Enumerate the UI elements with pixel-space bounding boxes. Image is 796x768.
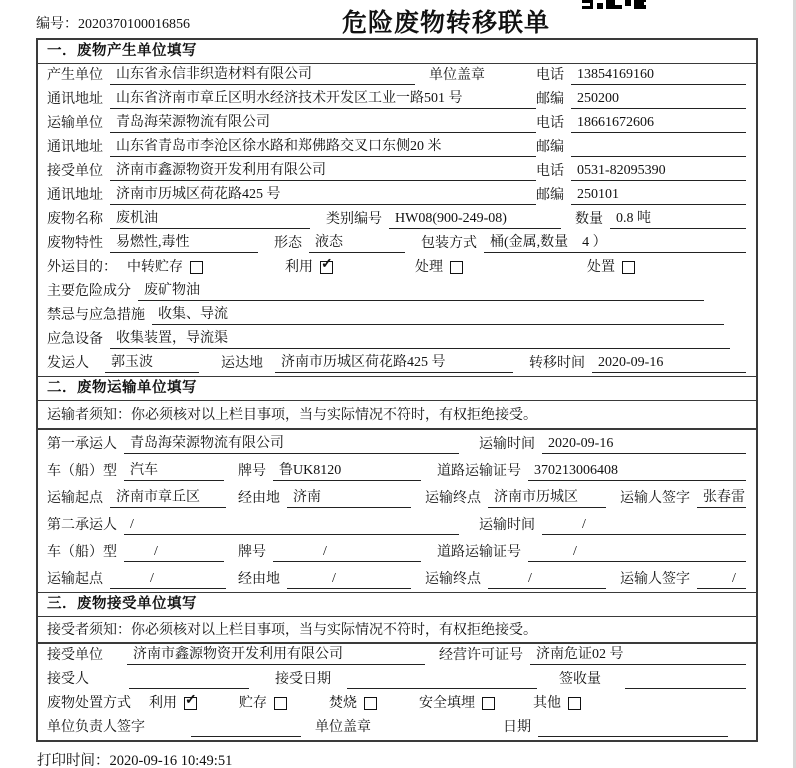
use-label: 利用 — [149, 696, 177, 711]
waste-name-field: 废机油 — [110, 207, 310, 229]
use-checkbox[interactable] — [184, 697, 197, 710]
producer-label: 产生单位 — [47, 68, 103, 83]
origin1-field: 济南市章丘区 — [110, 486, 226, 508]
plate2-label: 牌号 — [238, 545, 266, 560]
producer-field: 山东省永信非织造材料有限公司 — [110, 63, 415, 85]
page-title: 危险废物转移联单 — [341, 10, 550, 37]
row-emergency-equipment — [38, 328, 756, 352]
row-waste-character — [38, 232, 756, 256]
document-number-value: 2020370100016856 — [78, 17, 190, 32]
section2-title: 二．废物运输单位填写 — [38, 376, 756, 401]
phone-label: 电话 — [536, 68, 564, 83]
via2-label: 经由地 — [238, 572, 280, 587]
vehicle2-label: 车（船）型 — [47, 545, 117, 560]
responsible-label: 单位负责人签字 — [47, 720, 145, 735]
row-taboo — [38, 304, 756, 328]
carrier1-field: 青岛海荣源物流有限公司 — [124, 432, 459, 454]
carrier2-label: 第二承运人 — [47, 518, 117, 533]
store-label: 贮存 — [239, 696, 267, 711]
address-label: 通讯地址 — [47, 92, 103, 107]
checkbox-group-use — [149, 692, 197, 713]
quantity-label: 数量 — [575, 212, 603, 227]
transporter-phone-field: 18661672606 — [571, 115, 746, 133]
row-purpose — [38, 256, 756, 280]
row-acceptor — [38, 668, 756, 692]
end1-label: 运输终点 — [425, 491, 481, 506]
row-transporter — [38, 112, 756, 136]
roadcert2-label: 道路运输证号 — [437, 545, 521, 560]
checkbox-group-transfer-storage — [127, 256, 203, 277]
row-producer-address — [38, 88, 756, 112]
destination-label: 运达地 — [221, 356, 263, 371]
row-shipper — [38, 352, 756, 376]
row-responsible — [38, 716, 756, 740]
hazard-label: 主要危险成分 — [47, 284, 131, 299]
section-transporter — [38, 376, 756, 592]
checkbox-group-other — [533, 692, 581, 713]
row-carrier2 — [38, 511, 756, 538]
store-checkbox[interactable] — [274, 697, 287, 710]
receiver-phone-field: 0531-82095390 — [571, 163, 746, 181]
print-time — [37, 749, 796, 768]
receiver-notice: 接受者须知：你必须核对以上栏目事项，当与实际情况不符时，有权拒绝接受。 — [38, 617, 756, 644]
row-carrier1 — [38, 430, 756, 457]
end2-label: 运输终点 — [425, 572, 481, 587]
plate2-field: / — [273, 544, 421, 562]
transfer-time-label: 转移时间 — [529, 356, 585, 371]
transporter-field: 青岛海荣源物流有限公司 — [110, 111, 536, 133]
origin1-label: 运输起点 — [47, 491, 103, 506]
character-field: 易燃性,毒性 — [110, 231, 258, 253]
unit-seal-label: 单位盖章 — [315, 720, 371, 735]
transporter-address-field: 山东省青岛市李沧区徐水路和郑佛路交叉口东侧20 米 — [110, 135, 536, 157]
treat-checkbox[interactable] — [450, 261, 463, 274]
purpose-label: 外运目的： — [47, 260, 117, 275]
row-vehicle2 — [38, 538, 756, 565]
producer-address-field: 山东省济南市章丘区明水经济技术开发区工业一路501 号 — [110, 87, 536, 109]
checkbox-group-treat — [415, 256, 463, 277]
origin2-field: / — [110, 571, 226, 589]
row-receiver-address — [38, 184, 756, 208]
address-label: 通讯地址 — [47, 188, 103, 203]
signed-qty-field — [625, 687, 746, 689]
transporter-zip-field — [571, 155, 746, 157]
utilize-label: 利用 — [285, 260, 313, 275]
category-label: 类别编号 — [326, 212, 382, 227]
transport-time1-field: 2020-09-16 — [542, 436, 746, 454]
sign1-field: 张春雷 — [697, 486, 746, 508]
row-disposal — [38, 692, 756, 716]
utilize-checkbox[interactable] — [320, 261, 333, 274]
transport-time2-field: / — [542, 517, 746, 535]
checkbox-group-dispose — [587, 256, 635, 277]
incinerate-checkbox[interactable] — [364, 697, 377, 710]
document-header — [0, 0, 796, 38]
section1-title: 一．废物产生单位填写 — [38, 40, 756, 64]
row-accept-unit — [38, 644, 756, 668]
dispose-checkbox[interactable] — [622, 261, 635, 274]
shipper-label: 发运人 — [47, 356, 89, 371]
plate1-label: 牌号 — [238, 464, 266, 479]
transport-time1-label: 运输时间 — [479, 437, 535, 452]
sign2-label: 运输人签字 — [620, 572, 690, 587]
transporter-label: 运输单位 — [47, 116, 103, 131]
acceptor-field — [129, 687, 249, 689]
zip-label: 邮编 — [536, 140, 564, 155]
row-route2 — [38, 565, 756, 592]
category-field: HW08(900-249-08) — [389, 211, 561, 229]
waste-name-label: 废物名称 — [47, 212, 103, 227]
quantity-field: 0.8 吨 — [610, 207, 746, 229]
checkbox-group-utilize — [285, 256, 333, 277]
roadcert1-field: 370213006408 — [528, 463, 746, 481]
landfill-checkbox[interactable] — [482, 697, 495, 710]
equipment-label: 应急设备 — [47, 332, 103, 347]
receiver-field: 济南市鑫源物资开发利用有限公司 — [110, 159, 536, 181]
shipper-field: 郭玉波 — [105, 351, 199, 373]
checkbox-group-store — [239, 692, 287, 713]
signed-qty-label: 签收量 — [559, 672, 601, 687]
license-label: 经营许可证号 — [439, 648, 523, 663]
checkbox-group-landfill — [419, 692, 495, 713]
phone-label: 电话 — [536, 116, 564, 131]
landfill-label: 安全填埋 — [419, 696, 475, 711]
roadcert1-label: 道路运输证号 — [437, 464, 521, 479]
via2-field: / — [287, 571, 411, 589]
vehicle2-field: / — [124, 544, 224, 562]
accept-unit-label: 接受单位 — [47, 648, 103, 663]
hazard-field: 废矿物油 — [138, 279, 704, 301]
transporter-notice: 运输者须知：你必须核对以上栏目事项，当与实际情况不符时，有权拒绝接受。 — [38, 401, 756, 430]
taboo-field: 收集、导流 — [152, 303, 724, 325]
transfer-time-field: 2020-09-16 — [592, 355, 746, 373]
acceptor-label: 接受人 — [47, 672, 89, 687]
end2-field: / — [488, 571, 606, 589]
row-producer — [38, 64, 756, 88]
section-receiver — [38, 592, 756, 740]
packing-field: 桶(金属,数量 4 ） — [484, 231, 746, 253]
accept-date-field — [347, 687, 537, 689]
print-time-label: 打印时间： — [37, 753, 110, 768]
packing-label: 包装方式 — [421, 236, 477, 251]
section3-title: 三．废物接受单位填写 — [38, 592, 756, 617]
disposal-label: 废物处置方式 — [47, 696, 131, 711]
end1-field: 济南市历城区 — [488, 486, 606, 508]
form-field: 液态 — [309, 231, 405, 253]
roadcert2-field: / — [528, 544, 746, 562]
via1-label: 经由地 — [238, 491, 280, 506]
receiver-zip-field: 250101 — [571, 187, 746, 205]
equipment-field: 收集装置，导流渠 — [110, 327, 730, 349]
date-field — [538, 735, 728, 737]
sign2-field: / — [697, 571, 746, 589]
accept-date-label: 接受日期 — [275, 672, 331, 687]
transport-time2-label: 运输时间 — [479, 518, 535, 533]
row-vehicle1 — [38, 457, 756, 484]
manifest-form — [36, 38, 758, 742]
sign1-label: 运输人签字 — [620, 491, 690, 506]
taboo-label: 禁忌与应急措施 — [47, 308, 145, 323]
other-label: 其他 — [533, 696, 561, 711]
section-producer — [38, 40, 756, 376]
phone-label: 电话 — [536, 164, 564, 179]
date-label: 日期 — [503, 720, 531, 735]
vehicle1-field: 汽车 — [124, 459, 224, 481]
row-hazard — [38, 280, 756, 304]
row-receiver — [38, 160, 756, 184]
producer-zip-field: 250200 — [571, 91, 746, 109]
address-label: 通讯地址 — [47, 140, 103, 155]
carrier1-label: 第一承运人 — [47, 437, 117, 452]
receiver-address-field: 济南市历城区荷花路425 号 — [110, 183, 536, 205]
dispose-label: 处置 — [587, 260, 615, 275]
form-label: 形态 — [274, 236, 302, 251]
qr-code-partial-icon — [582, 0, 650, 9]
license-field: 济南危证02 号 — [530, 643, 746, 665]
destination-field: 济南市历城区荷花路425 号 — [275, 351, 513, 373]
row-waste-name — [38, 208, 756, 232]
incinerate-label: 焚烧 — [329, 696, 357, 711]
producer-phone-field: 13854169160 — [571, 67, 746, 85]
responsible-field — [191, 735, 301, 737]
receiver-label: 接受单位 — [47, 164, 103, 179]
vehicle1-label: 车（船）型 — [47, 464, 117, 479]
origin2-label: 运输起点 — [47, 572, 103, 587]
row-route1 — [38, 484, 756, 511]
plate1-field: 鲁UK8120 — [273, 459, 421, 481]
transfer-storage-checkbox[interactable] — [190, 261, 203, 274]
other-checkbox[interactable] — [568, 697, 581, 710]
print-time-value: 2020-09-16 10:49:51 — [109, 753, 233, 768]
zip-label: 邮编 — [536, 188, 564, 203]
accept-unit-field: 济南市鑫源物资开发利用有限公司 — [127, 643, 425, 665]
row-transporter-address — [38, 136, 756, 160]
checkbox-group-incinerate — [329, 692, 377, 713]
zip-label: 邮编 — [536, 92, 564, 107]
document-number-label: 编号： — [36, 17, 78, 32]
transfer-storage-label: 中转贮存 — [127, 260, 183, 275]
carrier2-field: / — [124, 517, 459, 535]
treat-label: 处理 — [415, 260, 443, 275]
character-label: 废物特性 — [47, 236, 103, 251]
via1-field: 济南 — [287, 486, 411, 508]
unit-seal-label: 单位盖章 — [429, 68, 485, 83]
